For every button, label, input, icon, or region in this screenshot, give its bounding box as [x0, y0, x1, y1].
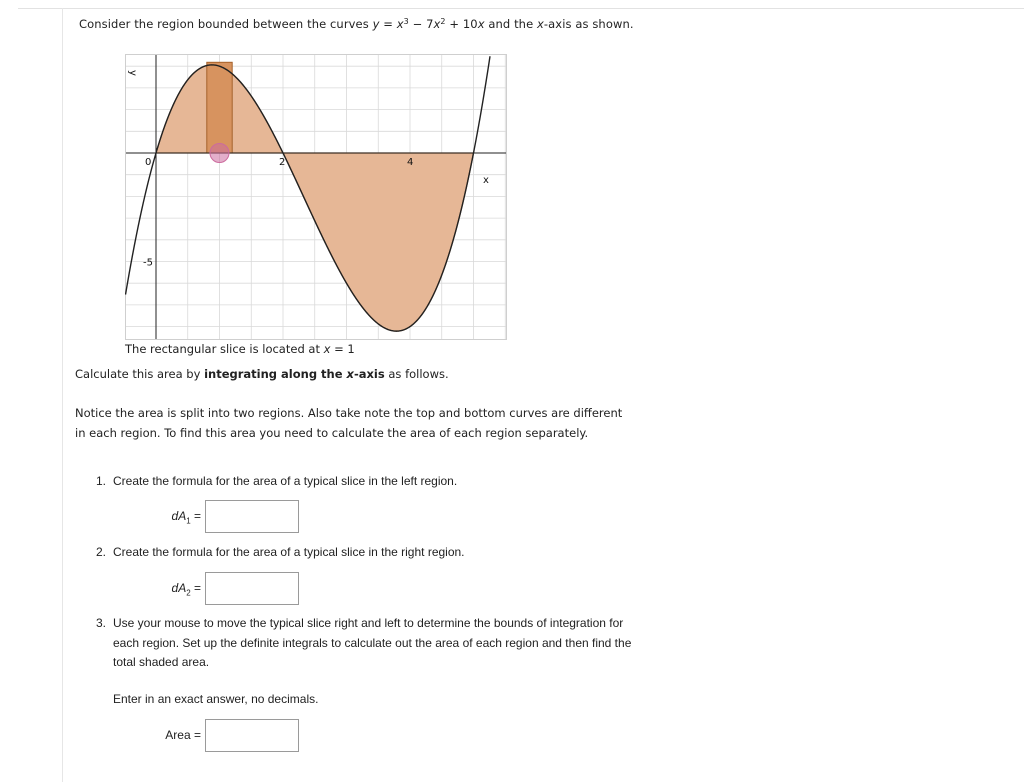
- da1-label: $dA_1$ =: [171, 509, 201, 526]
- da1-input[interactable]: [205, 500, 299, 533]
- step-number: 3.: [96, 616, 107, 630]
- tick-label-origin: 0: [145, 157, 152, 168]
- da2-label: $dA_2$ =: [171, 581, 201, 598]
- exact-answer-note: Enter in an exact answer, no decimals.: [113, 692, 319, 706]
- region-graph: [125, 54, 507, 340]
- notice-paragraph: Notice the area is split into two regions. Also take note the top and bottom curves are different in each region. To find this area you need to calculate the area of each region separately.: [75, 406, 623, 440]
- step-number: 2.: [96, 545, 107, 559]
- step-number: 1.: [96, 474, 107, 488]
- step-text: Create the formula for the area of a typical slice in the right region.: [113, 545, 465, 559]
- tick-label-2: 2: [279, 157, 286, 168]
- problem-statement: Consider the region bounded between the curves $y = x^3 - 7x^2 + 10x$ and the x-axis as shown.: [79, 17, 634, 31]
- top-border: [18, 0, 1024, 9]
- area-input[interactable]: [205, 719, 299, 752]
- y-axis-label: y: [127, 70, 138, 76]
- rectangular-slice[interactable]: [207, 62, 232, 153]
- tick-label-4: 4: [407, 157, 414, 168]
- x-axis-label: x: [483, 175, 489, 186]
- step-text: Use your mouse to move the typical slice right and left to determine the bounds of integration for each region. Set up the definite integrals to calculate out the area of each region and then find the total shaded area.: [113, 616, 632, 669]
- da2-input[interactable]: [205, 572, 299, 605]
- slice-caption: The rectangular slice is located at x = 1: [125, 342, 355, 356]
- step-text: Create the formula for the area of a typical slice in the left region.: [113, 474, 458, 488]
- calculate-instruction: Calculate this area by integrating along the x-axis as follows.: [75, 367, 449, 381]
- area-label: Area =: [165, 728, 201, 742]
- left-border: [62, 8, 63, 782]
- slice-drag-handle[interactable]: [210, 144, 229, 163]
- tick-label-neg5: -5: [143, 257, 153, 269]
- step-3: [96, 614, 646, 674]
